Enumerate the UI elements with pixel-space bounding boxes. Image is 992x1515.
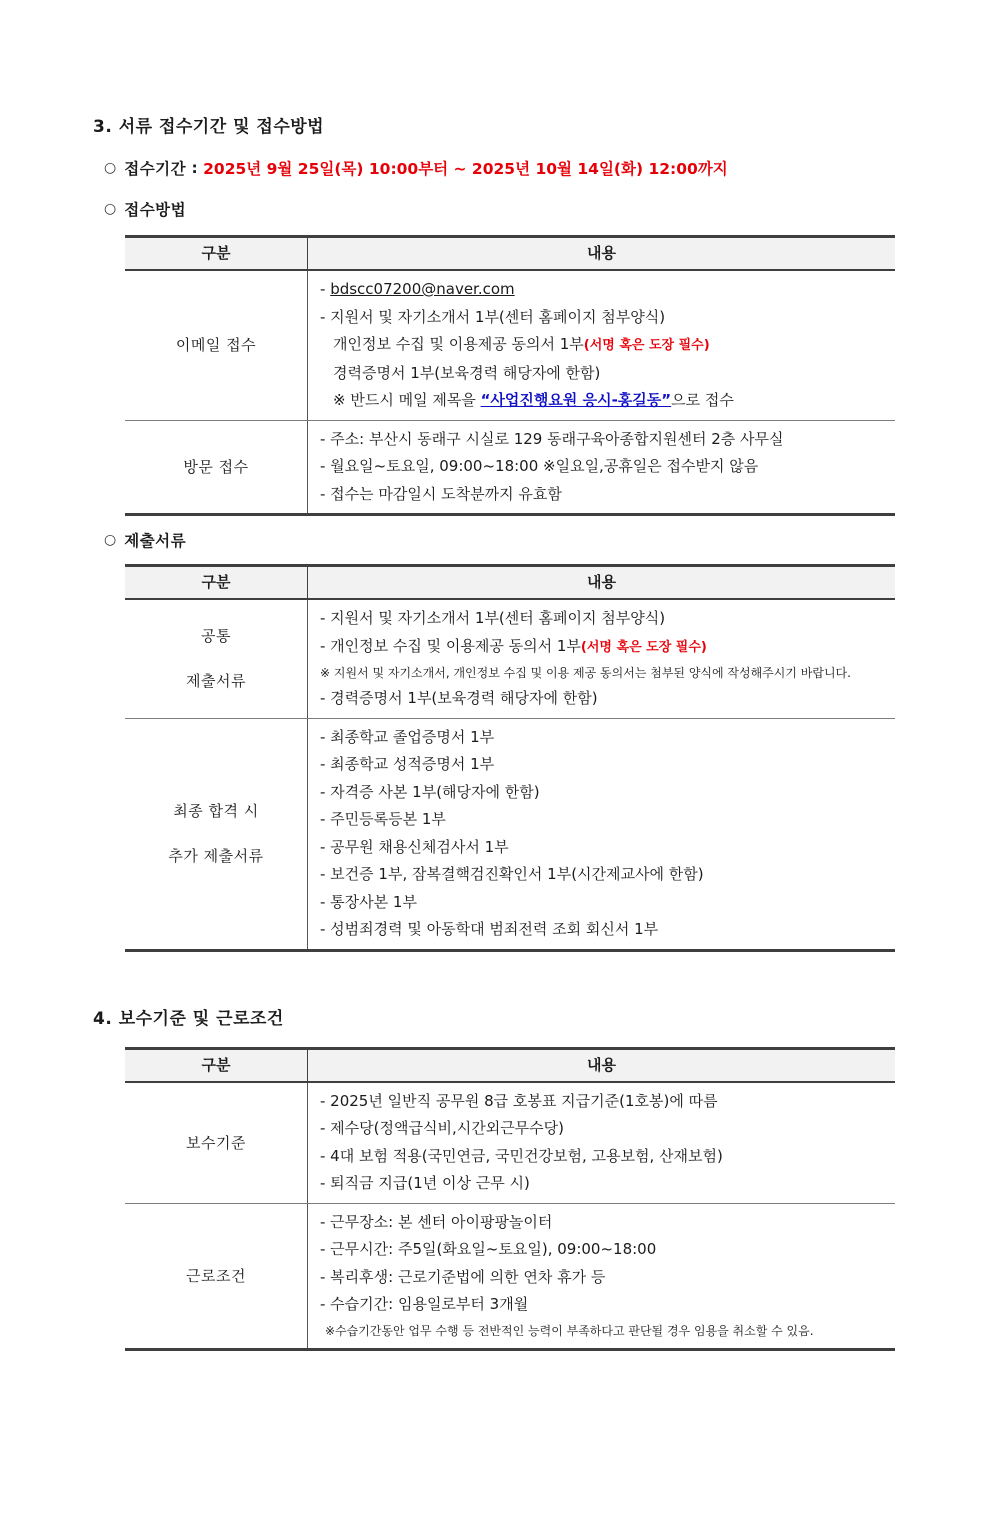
table-body	[125, 271, 895, 513]
row-content-cell	[308, 719, 895, 949]
pay-conditions-table	[125, 1047, 895, 1351]
text-segment: - 보건증 1부, 잠복결핵검진확인서 1부(시간제교사에 한함)	[320, 865, 704, 883]
column-header-content: 내용	[587, 244, 616, 262]
bullet-apply-period	[104, 157, 992, 179]
text-segment: - 경력증명서 1부(보육경력 해당자에 한함)	[320, 689, 598, 707]
row-label-cell	[125, 719, 308, 949]
table-row	[125, 271, 895, 420]
content-line	[320, 779, 887, 807]
text-segment: - 주민등록등본 1부	[320, 810, 446, 828]
submission-docs-label: 제출서류	[124, 532, 187, 550]
content-line	[320, 724, 887, 752]
text-segment: ※ 반드시 메일 제목을	[333, 391, 481, 409]
row-label: 보수기준	[186, 1133, 246, 1152]
mail-subject-template: “사업진행요원 응시-홍길동”	[480, 391, 672, 409]
content-line	[320, 1170, 887, 1198]
content-line	[320, 304, 887, 332]
content-line	[320, 1236, 887, 1264]
content-line	[320, 806, 887, 834]
column-header-content: 내용	[587, 1055, 616, 1074]
column-header-category: 구분	[125, 1050, 308, 1081]
table-row	[125, 420, 895, 514]
text-segment: (서명 혹은 도장 필수)	[580, 639, 707, 655]
text-segment: - 월요일~토요일, 09:00~18:00 ※일요일,공휴일은 접수받지 않음	[320, 457, 759, 475]
table-row	[125, 1203, 895, 1348]
content-line	[320, 889, 887, 917]
table-header-row	[125, 1050, 895, 1083]
row-label-cell	[125, 1083, 308, 1203]
email-link[interactable]: bdscc07200@naver.com	[330, 280, 515, 298]
bullet-submission-docs	[104, 529, 992, 551]
apply-period-value: 2025년 9월 25일(목) 10:00부터 ~ 2025년 10월 14일(화) 12:00까지	[203, 160, 728, 178]
table-body	[125, 1083, 895, 1348]
row-content-cell	[308, 600, 895, 718]
text-segment: - 퇴직금 지급(1년 이상 근무 시)	[320, 1174, 530, 1192]
content-line	[320, 1319, 887, 1343]
text-segment: - 지원서 및 자기소개서 1부(센터 홈페이지 첨부양식)	[320, 307, 666, 326]
text-segment: ※ 지원서 및 자기소개서, 개인정보 수집 및 이용 제공 동의서는 첨부된 양식에 작성해주시기 바랍니다.	[320, 666, 851, 680]
content-line	[320, 1291, 887, 1319]
table-row	[125, 1083, 895, 1203]
content-line	[320, 453, 887, 481]
bullet-apply-method	[104, 198, 992, 220]
content-line	[320, 1143, 887, 1171]
text-segment: ※수습기간동안 업무 수행 등 전반적인 능력이 부족하다고 판단될 경우 임용을 취소할 수 있음.	[325, 1323, 814, 1338]
table-header-row	[125, 567, 895, 600]
apply-method-label: 접수방법	[124, 201, 187, 219]
text-segment: - 지원서 및 자기소개서 1부(센터 홈페이지 첨부양식)	[320, 609, 666, 627]
content-line	[320, 1209, 887, 1237]
content-line	[320, 387, 887, 415]
text-segment: - 성범죄경력 및 아동학대 범죄전력 조회 회신서 1부	[320, 920, 659, 938]
content-line	[320, 276, 887, 304]
column-header-category: 구분	[125, 238, 308, 269]
text-segment: - 4대 보험 적용(국민연금, 국민건강보험, 고용보험, 산재보험)	[320, 1146, 723, 1165]
text-segment: 으로 접수	[671, 391, 734, 409]
row-label: 공통	[201, 626, 231, 645]
content-line	[320, 633, 887, 662]
apply-method-table	[125, 235, 895, 516]
content-line	[320, 331, 887, 360]
text-segment: - 자격증 사본 1부(해당자에 한함)	[320, 782, 540, 801]
row-label: 이메일 접수	[175, 336, 257, 355]
circle-bullet-icon: ○	[104, 201, 117, 217]
row-content-cell	[308, 271, 895, 420]
content-line	[320, 916, 887, 944]
row-label-cell	[125, 1204, 308, 1348]
content-line	[320, 661, 887, 685]
circle-bullet-icon: ○	[104, 160, 117, 176]
text-segment: - 최종학교 성적증명서 1부	[320, 755, 495, 773]
content-line	[320, 685, 887, 713]
content-line	[320, 1088, 887, 1116]
text-segment: - 근무장소: 본 센터 아이팡팡놀이터	[320, 1212, 553, 1231]
content-line	[320, 834, 887, 862]
content-line	[320, 861, 887, 889]
row-label-cell	[125, 421, 308, 514]
apply-period-separator: :	[186, 159, 204, 177]
text-segment: - 공무원 채용신체검사서 1부	[320, 837, 509, 856]
section-3-heading: 3. 서류 접수기간 및 접수방법	[93, 117, 325, 137]
section-4-heading: 4. 보수기준 및 근로조건	[93, 1008, 284, 1029]
document-page	[0, 112, 992, 1515]
text-segment: - 수습기간: 임용일로부터 3개월	[320, 1295, 529, 1313]
row-label: 근로조건	[186, 1266, 246, 1285]
row-content-cell	[308, 1204, 895, 1348]
text-segment: - 개인정보 수집 및 이용제공 동의서 1부	[320, 636, 581, 655]
content-line	[320, 751, 887, 779]
table-row	[125, 718, 895, 949]
content-line	[320, 1264, 887, 1292]
submission-docs-table	[125, 564, 895, 952]
text-segment: - 주소: 부산시 동래구 시실로 129 동래구육아종합지원센터 2층 사무실	[320, 429, 784, 448]
row-label: 제출서류	[186, 671, 246, 690]
row-content-cell	[308, 421, 895, 514]
column-header-content: 내용	[587, 573, 616, 591]
text-segment: 개인정보 수집 및 이용제공 동의서 1부	[333, 335, 584, 353]
circle-bullet-icon: ○	[104, 532, 117, 548]
row-label-cell	[125, 271, 308, 420]
apply-period-label: 접수기간	[124, 160, 187, 178]
row-content-cell	[308, 1083, 895, 1203]
text-segment: - 최종학교 졸업증명서 1부	[320, 727, 495, 746]
table-header-row	[125, 238, 895, 271]
content-line	[320, 426, 887, 454]
row-label: 추가 제출서류	[168, 846, 264, 865]
row-label: 최종 합격 시	[173, 801, 259, 820]
column-header-category: 구분	[125, 567, 308, 598]
row-label: 방문 접수	[183, 457, 249, 476]
content-line	[320, 1115, 887, 1143]
text-segment: - 접수는 마감일시 도착분까지 유효함	[320, 484, 562, 503]
content-line	[320, 360, 887, 388]
text-segment: -	[320, 280, 331, 298]
content-line	[320, 481, 887, 509]
table-body	[125, 600, 895, 949]
text-segment: - 통장사본 1부	[320, 892, 417, 911]
table-row	[125, 600, 895, 718]
text-segment: (서명 혹은 도장 필수)	[583, 338, 710, 353]
text-segment: - 제수당(정액급식비,시간외근무수당)	[320, 1119, 565, 1137]
text-segment: 경력증명서 1부(보육경력 해당자에 한함)	[333, 363, 601, 382]
text-segment: - 근무시간: 주5일(화요일~토요일), 09:00~18:00	[320, 1240, 657, 1258]
row-label-cell	[125, 600, 308, 718]
text-segment: - 2025년 일반직 공무원 8급 호봉표 지급기준(1호봉)에 따름	[320, 1091, 718, 1110]
content-line	[320, 605, 887, 633]
text-segment: - 복리후생: 근로기준법에 의한 연차 휴가 등	[320, 1267, 606, 1286]
